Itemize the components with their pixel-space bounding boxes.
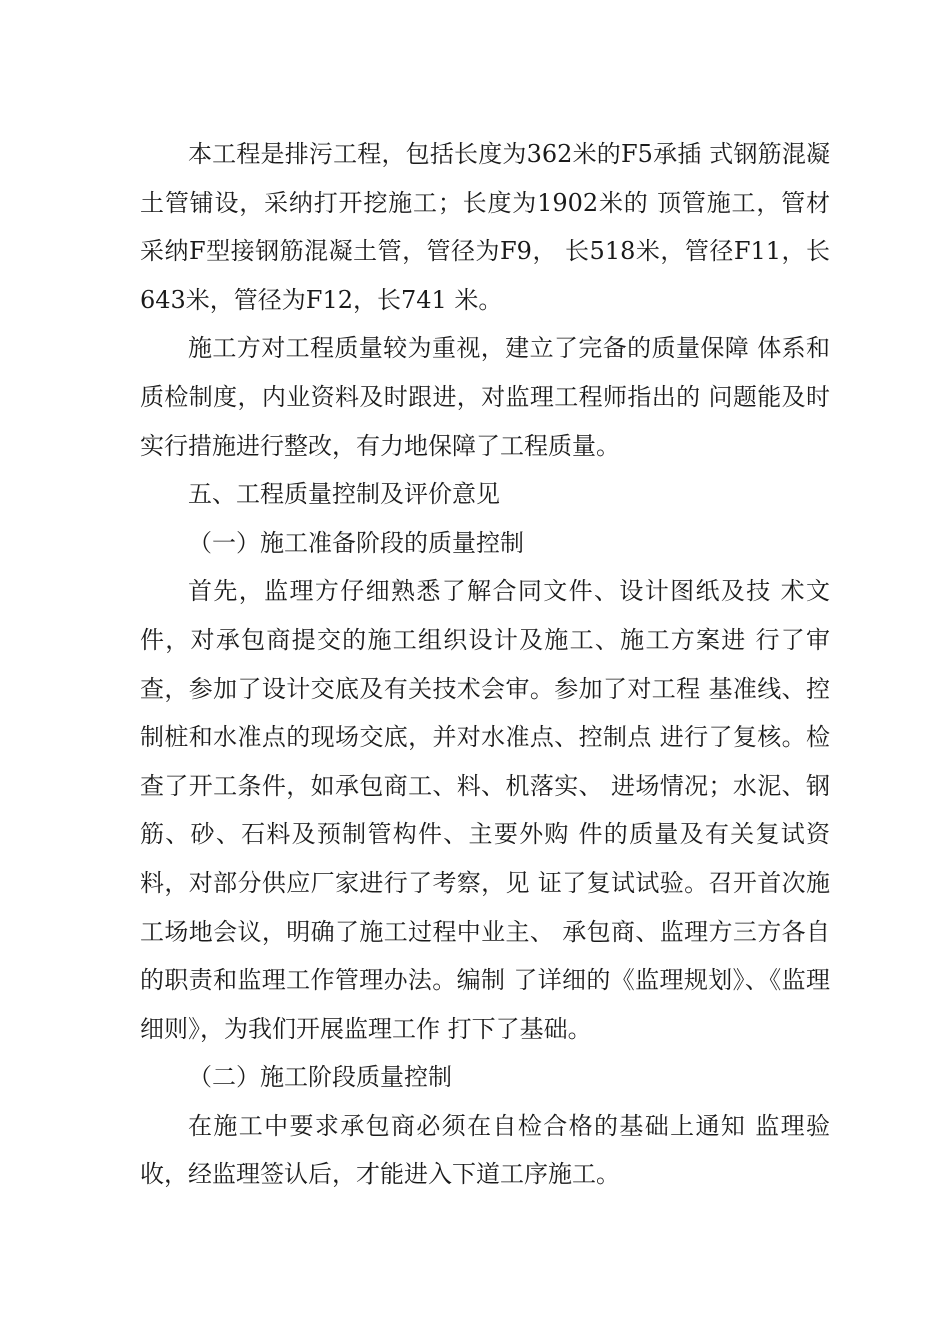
paragraph-contractor-quality: 施工方对工程质量较为重视，建立了完备的质量保障 体系和质检制度，内业资料及时跟进，对监理工程师指出的 问题能及时实行措施进行整改，有力地保障了工程质量。 [140,334,830,460]
section-heading-quality-control: 五、工程质量控制及评价意见 [188,480,500,509]
paragraph-project-overview: 本工程是排污工程，包括长度为362米的F5承插 式钢筋混凝土管铺设，采纳打开挖施工；长度为1902米的 顶管施工，管材采纳F型接钢筋混凝土管，管径为F9， 长518米，管径F11，长643米，管径为F12，长741 米。 [140,140,830,314]
paragraph-construction-inspection: 在施工中要求承包商必须在自检合格的基础上通知 监理验收，经监理签认后，才能进入下道工序施工。 [140,1111,830,1189]
subsection-heading-construction: （二）施工阶段质量控制 [188,1063,452,1092]
paragraph-preparation-details: 首先，监理方仔细熟悉了解合同文件、设计图纸及技 术文件，对承包商提交的施工组织设计及施工、施工方案进 行了审查，参加了设计交底及有关技术会审。参加了对工程 基准线、控制桩和水准点的现场交底，并对水准点、控制点 进行了复核。检查了开工条件，如承包商工、料、机落实、 进场情况；水泥、钢筋、砂、石料及预制管构件、主要外购 件的质量及有关复试资料，对部分供应厂家进行了考察，见 证了复试试验。召开首次施工场地会议，明确了施工过程中业主、 承包商、监理方三方各自的职责和监理工作管理办法。编制 了详细的《监理规划》、《监理细则》，为我们开展监理工作 打下了基础。 [140,577,830,1043]
subsection-heading-preparation: （一）施工准备阶段的质量控制 [188,528,524,557]
document-body [140,130,830,1199]
